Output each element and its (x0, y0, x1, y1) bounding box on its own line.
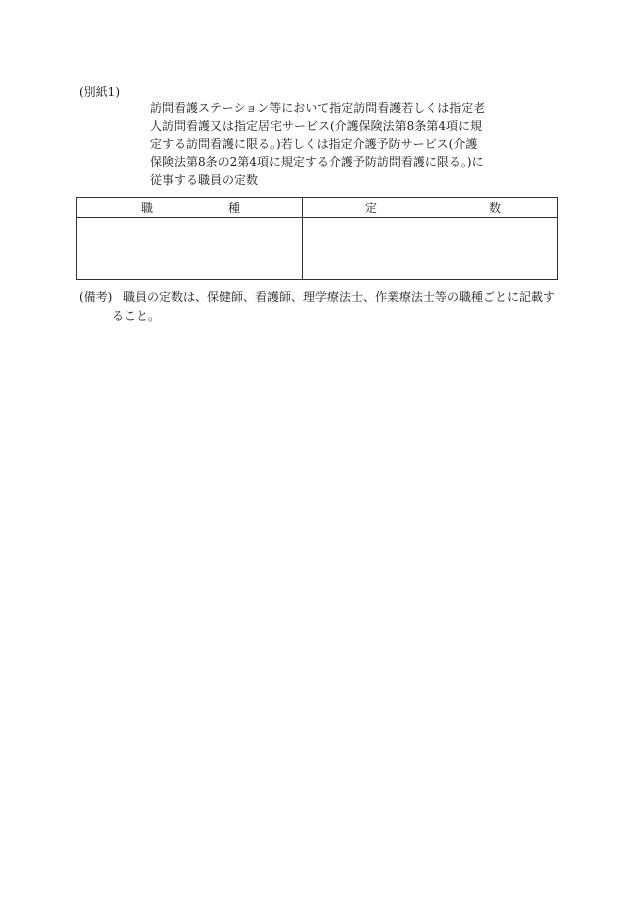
table-row (77, 218, 558, 280)
header-quota-char: 定 (365, 201, 378, 215)
quota-cell[interactable] (303, 218, 558, 280)
table-header-row (77, 198, 558, 218)
title-line: 保険法第8条の2第4項に規定する介護予防訪問看護に限る。)に (150, 155, 484, 169)
attachment-label: (別紙1) (79, 85, 120, 99)
note-label: (備考) (79, 290, 113, 304)
job-type-cell[interactable] (77, 218, 303, 280)
header-job-type (77, 198, 303, 218)
note-text-line1: 職員の定数は、保健師、看護師、理学療法士、作業療法士等の職種ごとに記載す (123, 290, 556, 304)
header-quota (303, 198, 558, 218)
title-line: 従事する職員の定数 (150, 173, 259, 187)
staff-quota-table (76, 197, 558, 280)
remarks-note (79, 288, 559, 326)
document-title (150, 99, 495, 189)
header-job-type-char: 種 (227, 201, 240, 215)
header-job-type-char: 職 (141, 201, 154, 215)
note-text-line2: ること。 (112, 309, 161, 323)
title-line: 人訪問看護又は指定居宅サービス(介護保険法第8条第4項に規 (150, 119, 482, 133)
title-line: 訪問看護ステーション等において指定訪問看護若しくは指定老 (150, 101, 486, 115)
header-quota-char: 数 (488, 201, 501, 215)
title-line: 定する訪問看護に限る。)若しくは指定介護予防サービス(介護 (150, 137, 478, 151)
